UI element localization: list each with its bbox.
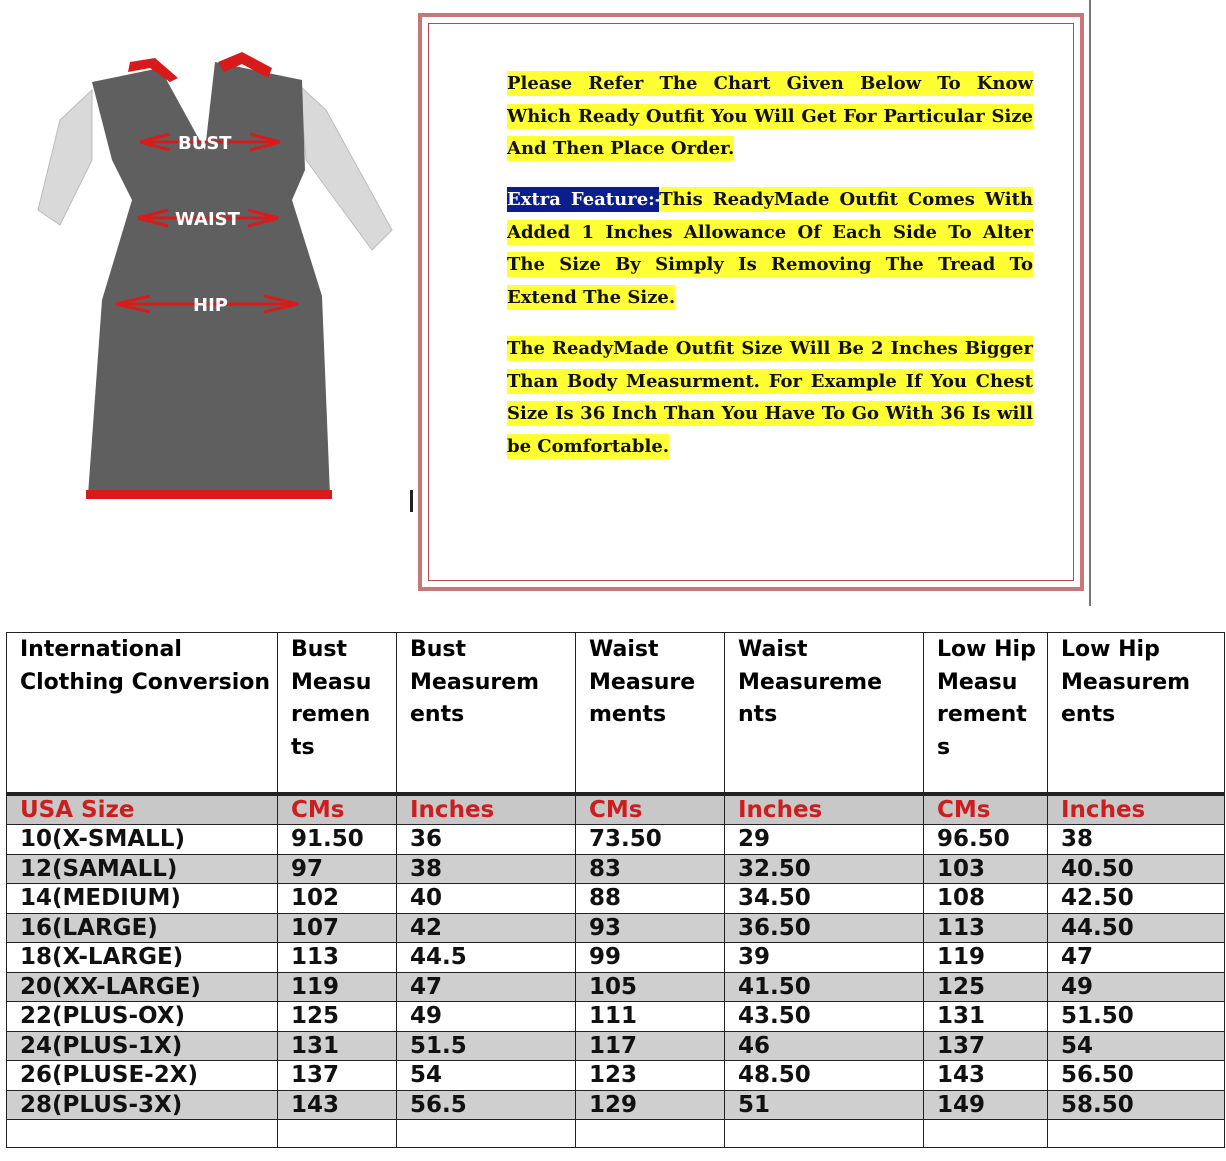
hem-trim [86,490,332,499]
size-cell: 20(XX-LARGE) [7,972,278,1002]
measurement-cell: 29 [725,825,924,855]
unit-cell: CMs [924,794,1048,825]
size-note-text [507,333,1033,463]
order-instruction-highlight: Please Refer The Chart Given Below To Know Which Ready Outfit You Will Get For Particular Size And Then Place Order. [507,73,1033,159]
size-cell: 24(PLUS-1X) [7,1031,278,1061]
right-sleeve [300,86,392,250]
table-row [7,943,1225,973]
size-cell: 10(X-SMALL) [7,825,278,855]
measurement-cell: 88 [576,884,725,914]
unit-cell: Inches [397,794,576,825]
unit-cell: Inches [725,794,924,825]
measurement-cell: 113 [924,913,1048,943]
measurement-cell: 41.50 [725,972,924,1002]
measurement-cell: 48.50 [725,1061,924,1091]
measurement-cell: 105 [576,972,725,1002]
unit-cell: Inches [1048,794,1225,825]
text-cursor [410,490,413,512]
empty-row [7,1120,1225,1148]
size-cell: 16(LARGE) [7,913,278,943]
measurement-cell: 39 [725,943,924,973]
empty-cell [278,1120,397,1148]
measurement-cell: 123 [576,1061,725,1091]
measurement-cell: 143 [278,1090,397,1120]
hip-label: HIP [193,295,228,316]
measurement-cell: 117 [576,1031,725,1061]
unit-cell: USA Size [7,794,278,825]
table-row [7,972,1225,1002]
measurement-cell: 131 [278,1031,397,1061]
extra-feature-label: Extra Feature:- [507,189,660,210]
measurement-cell: 44.5 [397,943,576,973]
measurement-cell: 149 [924,1090,1048,1120]
measurement-cell: 32.50 [725,854,924,884]
unit-cell: CMs [278,794,397,825]
empty-cell [397,1120,576,1148]
table-row [7,854,1225,884]
measurement-cell: 44.50 [1048,913,1225,943]
measurement-cell: 58.50 [1048,1090,1225,1120]
units-row [7,794,1225,825]
measurement-cell: 36.50 [725,913,924,943]
measurement-cell: 56.50 [1048,1061,1225,1091]
empty-cell [576,1120,725,1148]
measurement-cell: 125 [924,972,1048,1002]
measurement-cell: 119 [924,943,1048,973]
size-cell: 14(MEDIUM) [7,884,278,914]
measurement-cell: 51 [725,1090,924,1120]
page-divider [1089,0,1091,606]
header-hip-cm: Low Hip Measu rement s [924,633,1048,795]
size-cell: 18(X-LARGE) [7,943,278,973]
table-row [7,884,1225,914]
measurement-cell: 56.5 [397,1090,576,1120]
measurement-cell: 54 [1048,1031,1225,1061]
size-note-highlight: The ReadyMade Outfit Size Will Be 2 Inches Bigger Than Body Measurment. For Example If You Chest Size Is 36 Inch Than You Have To Go With 36 Is will be Comfortable. [507,338,1033,457]
measurement-cell: 96.50 [924,825,1048,855]
measurement-cell: 51.50 [1048,1002,1225,1032]
measurement-cell: 49 [1048,972,1225,1002]
measurement-cell: 47 [1048,943,1225,973]
measurement-cell: 91.50 [278,825,397,855]
table-row [7,913,1225,943]
bust-label: BUST [178,133,232,154]
measurement-cell: 54 [397,1061,576,1091]
table-row [7,825,1225,855]
measurement-cell: 36 [397,825,576,855]
empty-cell [7,1120,278,1148]
measurement-cell: 93 [576,913,725,943]
size-cell: 26(PLUSE-2X) [7,1061,278,1091]
measurement-cell: 129 [576,1090,725,1120]
measurement-cell: 47 [397,972,576,1002]
header-waist-cm: Waist Measure ments [576,633,725,795]
table-header-row [7,633,1225,795]
measurement-cell: 119 [278,972,397,1002]
measurement-cell: 43.50 [725,1002,924,1032]
extra-feature-highlight: This ReadyMade Outfit Comes With Added 1 Inches Allowance Of Each Side To Alter The Size By Simply Is Removing The Tread To Extend The Size. [507,189,1033,308]
measurement-cell: 83 [576,854,725,884]
measurement-cell: 125 [278,1002,397,1032]
measurement-cell: 102 [278,884,397,914]
size-cell: 22(PLUS-OX) [7,1002,278,1032]
header-hip-inch: Low Hip Measurem ents [1048,633,1225,795]
measurement-cell: 137 [278,1061,397,1091]
dress-body [88,62,330,495]
measurement-cell: 103 [924,854,1048,884]
measurement-cell: 113 [278,943,397,973]
measurement-cell: 40.50 [1048,854,1225,884]
extra-feature-text [507,184,1033,314]
measurement-cell: 38 [397,854,576,884]
measurement-cell: 40 [397,884,576,914]
measurement-cell: 99 [576,943,725,973]
measurement-cell: 51.5 [397,1031,576,1061]
left-sleeve [38,90,92,225]
empty-cell [924,1120,1048,1148]
dress-size-illustration [30,50,410,510]
table-row [7,1090,1225,1120]
measurement-cell: 137 [924,1031,1048,1061]
waist-label: WAIST [175,209,240,230]
measurement-cell: 34.50 [725,884,924,914]
table-row [7,1061,1225,1091]
measurement-cell: 73.50 [576,825,725,855]
measurement-cell: 143 [924,1061,1048,1091]
table-row [7,1031,1225,1061]
size-cell: 28(PLUS-3X) [7,1090,278,1120]
header-waist-inch: Waist Measureme nts [725,633,924,795]
measurement-cell: 97 [278,854,397,884]
table-row [7,1002,1225,1032]
empty-cell [1048,1120,1225,1148]
unit-cell: CMs [576,794,725,825]
header-bust-inch: Bust Measurem ents [397,633,576,795]
measurement-cell: 49 [397,1002,576,1032]
order-instruction-text [507,68,1033,166]
measurement-cell: 107 [278,913,397,943]
measurement-cell: 108 [924,884,1048,914]
measurement-cell: 111 [576,1002,725,1032]
measurement-cell: 42.50 [1048,884,1225,914]
empty-cell [725,1120,924,1148]
measurement-cell: 38 [1048,825,1225,855]
measurement-cell: 46 [725,1031,924,1061]
size-cell: 12(SAMALL) [7,854,278,884]
measurement-cell: 42 [397,913,576,943]
measurement-cell: 131 [924,1002,1048,1032]
size-chart-table [6,632,1225,1148]
header-conversion: International Clothing Conversion [7,633,278,795]
header-bust-cm: Bust Measu remen ts [278,633,397,795]
